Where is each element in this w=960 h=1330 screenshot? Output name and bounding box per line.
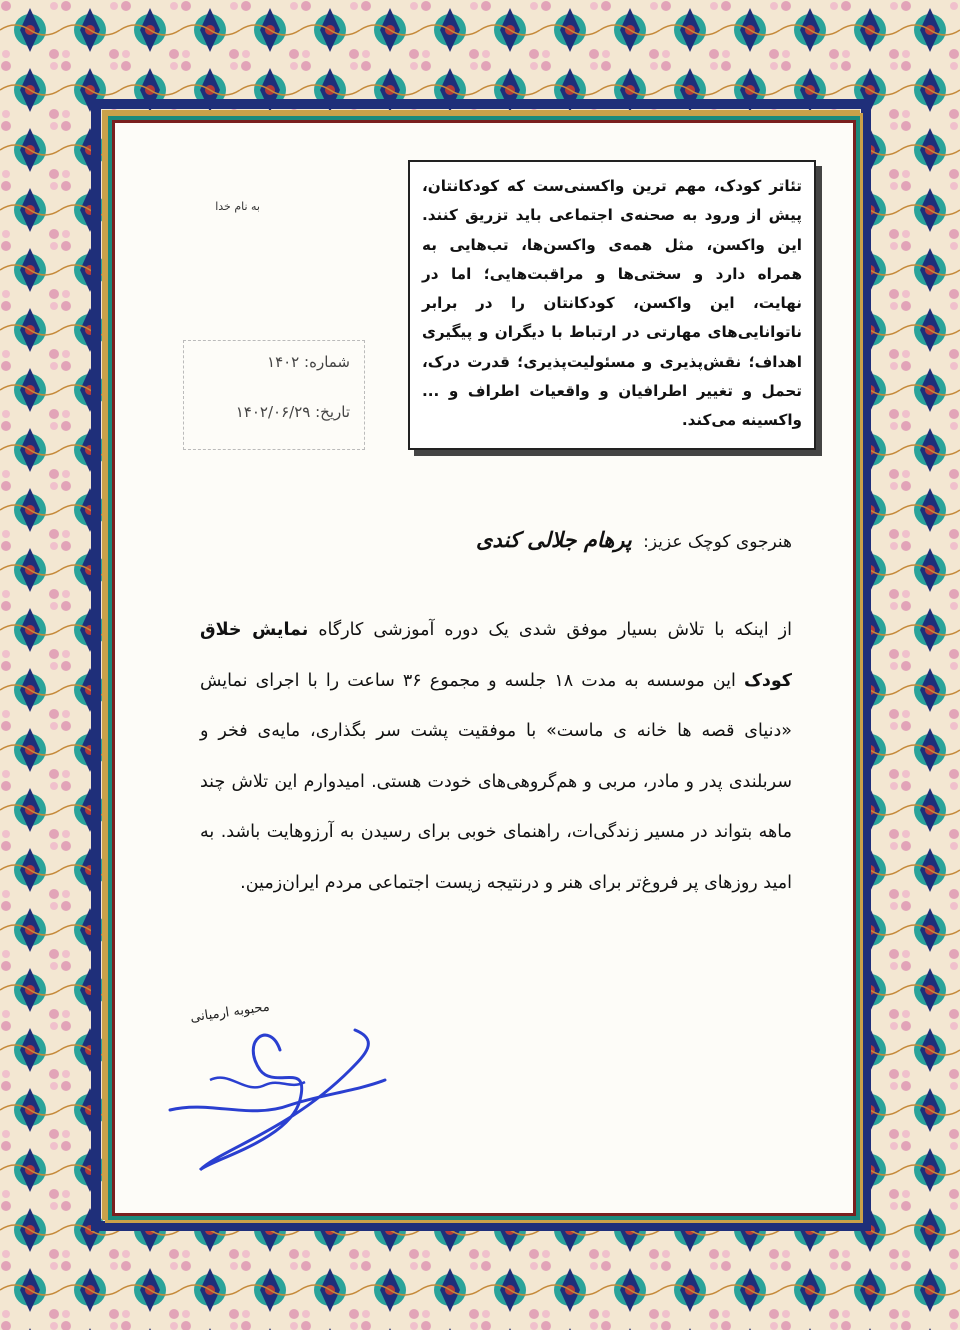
number-label: شماره:: [304, 353, 350, 371]
reference-box: [183, 340, 365, 450]
certificate-body: [200, 605, 792, 908]
basmala: به نام خدا: [215, 200, 260, 213]
workshop-title: نمایش خلاق کودک: [200, 620, 792, 691]
number-value: ۱۴۰۲: [267, 353, 300, 371]
greeting-prefix: هنرجوی کوچک عزیز:: [643, 532, 792, 552]
body-sentence-2: این موسسه به مدت ۱۸ جلسه و مجموع ۳۶ ساعت را با اجرای نمایش «دنیای قصه ها خانه ی ماست» با موفقیت پشت سر بگذاری، مایه‌ی فخر و سربلندی پدر و مادر، مربی و هم‌گروهی‌های خودت هستی. امیدوارم این تلاش چند ماهه بتواند در مسیر زندگی‌ات، راهنمای خوبی برای رسیدن به آرزوهایت باشد. به امید روزهای پر فروغ‌تر برای هنر و درنتیجه زیست اجتماعی مردم ایران‌زمین.: [200, 670, 792, 893]
student-name: پرهام جلالی کندی: [476, 528, 632, 552]
signature-mark: [150, 1010, 390, 1180]
quote-box: تئاتر کودک، مهم ترین واکسنی‌ست که کودکانتان، پیش از ورود به صحنه‌ی اجتماعی باید تزریق کنند. این واکسن، مثل همه‌ی واکسن‌ها، تب‌هایی به همراه دارد و سختی‌ها و مراقبت‌هایی؛ اما در نهایت، این واکسن، کودکانتان را در برابر ناتوانایی‌های مهارتی در ارتباط با دیگران و پیگیری اهداف؛ نقش‌پذیری و مسئولیت‌پذیری؛ قدرت درک، تحمل و تغییر اطرافیان و واقعیات اطراف و ... واکسینه می‌کند.: [408, 160, 816, 450]
signatory-name: محبوبه ارمیانی: [189, 999, 271, 1026]
greeting: [300, 528, 792, 552]
reference-date: [236, 403, 350, 421]
date-value: ۱۴۰۲/۰۶/۲۹: [235, 403, 311, 421]
date-label: تاریخ:: [315, 403, 350, 421]
body-sentence-1: از اینکه با تلاش بسیار موفق شدی یک دوره آموزشی کارگاه: [318, 620, 792, 640]
reference-number: [267, 353, 350, 371]
